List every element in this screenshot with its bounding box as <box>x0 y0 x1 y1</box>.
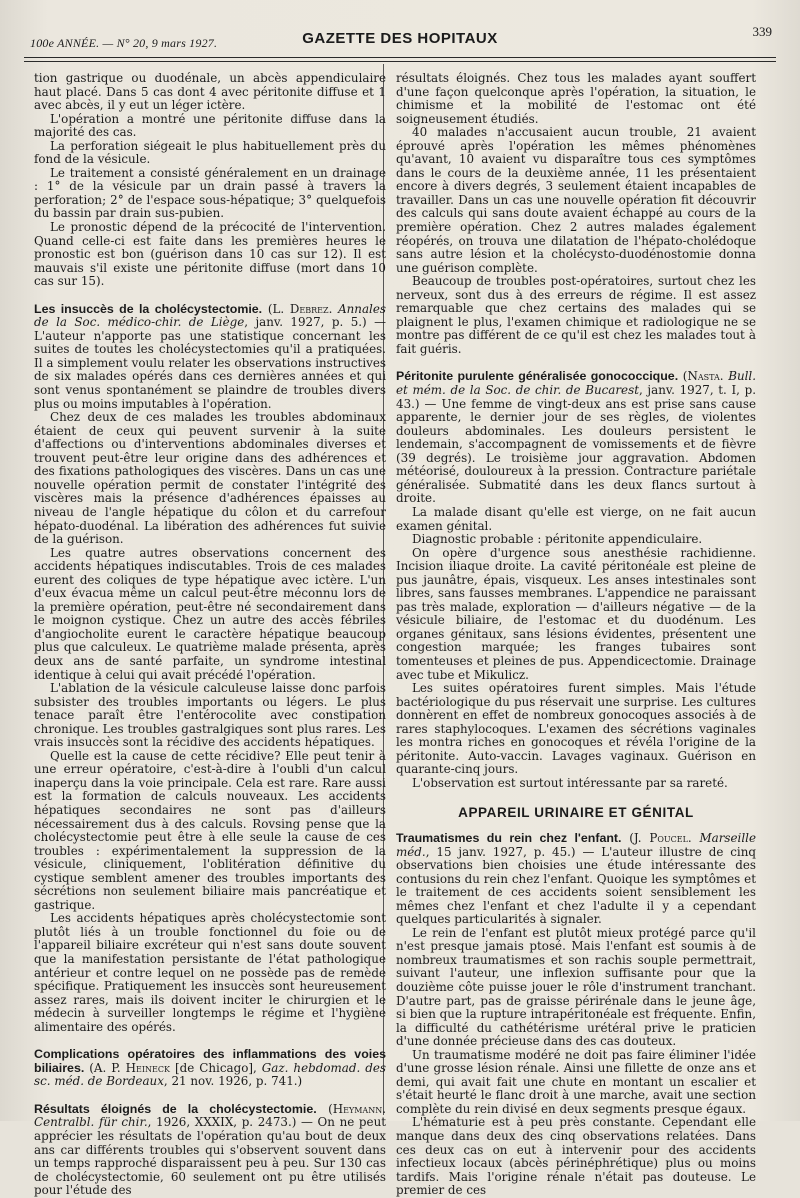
reference-text: (L. <box>262 301 290 316</box>
section-heading: APPAREIL URINAIRE ET GÉNITAL <box>458 805 694 821</box>
paragraph: Le traitement a consisté généralement en un drainage : 1° de la vésicule par un drain passé à travers la perforation; 2° de l'espace sous-hépatique; 3° quelquefois du bassin par drain sus-pubien. <box>34 165 386 221</box>
article-heineck <box>34 1048 386 1089</box>
page-number: 339 <box>752 24 772 39</box>
paragraph: Diagnostic probable : péritonite appendiculaire. <box>412 532 703 547</box>
paragraph: Les quatre autres observations concernent des accidents hépatiques indiscutables. Trois de ces malades eurent des coliques de type hépatique avec ictère. L'un d'eux évacua même un calcul peut-être méconnu lors de la première opération, peut-être né secondairement dans le moignon cystique. Chez un autre des accès fébriles d'angiocholite eurent le caractère hépatique beaucoup plus que calculeux. Le quatrième malade présenta, après deux ans de santé parfaite, un syndrome intestinal identique à celui qui avait précédé l'opération. <box>34 545 386 682</box>
article-title: Complications opératoires des inflammations des voies biliaires. <box>34 1047 386 1075</box>
article-title: Péritonite purulente généralisée gonococcique. <box>396 369 679 384</box>
paragraph: L'hématurie est à peu près constante. Cependant elle manque dans deux des cinq observations relatées. Dans ces deux cas on eut à intervenir pour des accidents infectieux locaux (abcès périnéphrétique) plus ou moins tardifs. Mais l'origine rénale n'était pas douteuse. Le premier de ces <box>396 1115 756 1198</box>
right-column <box>396 72 756 1198</box>
journal-name: Annales de la Soc. médico-chir. de Liège <box>34 301 386 330</box>
author-name: Heymann <box>332 1101 383 1116</box>
article-heymann <box>34 1103 386 1198</box>
article-title: Résultats éloignés de la cholécystectomie. <box>34 1101 317 1116</box>
reference-text: , 21 nov. 1926, p. 741.) <box>163 1074 303 1089</box>
journal-name: Bull. et mém. de la Soc. de chir. de Bucarest <box>396 369 757 398</box>
paragraph: Beaucoup de troubles post-opératoires, surtout chez les nerveux, sont dus à des erreurs de régime. Il est assez remarquable que chez certains des malades qui se plaignent le plus, l'examen chimique et radiologique ne se montre pas différent de ce qu'il est chez les malades tout à fait guéris. <box>396 274 756 356</box>
article-text: , janv. 1927, t. I, p. 43.) — Une femme de vingt-deux ans est prise sans cause apparente, le dernier jour de ses règles, de violentes douleurs abdominales. Les douleurs persistent le lendemain, s'accompagnent de vomissements et de fièvre (39 degrés). Le troisième jour aggravation. Abdomen météorisé, douloureux à la pression. Contracture pariétale généralisée. Submatité dans les deux flancs surtout à droite. <box>396 383 756 506</box>
author-name: Debrez <box>289 301 329 316</box>
article-title: Traumatismes du rein chez l'enfant. <box>396 830 622 845</box>
issue-info: 100e ANNÉE. — N° 20, 9 mars 1927. <box>30 36 218 50</box>
header-rule-bottom <box>24 61 776 62</box>
paragraph: résultats éloignés. Chez tous les malades ayant souffert d'une façon quelconque après l'opération, la situation, le chimisme et la mobilité de l'estomac ont été soigneusement étudiés. <box>396 71 756 126</box>
journal-name: Centralbl. für chir. <box>34 1115 148 1130</box>
reference-text: . <box>328 301 339 316</box>
paragraph: Les accidents hépatiques après cholécystectomie sont plutôt liés à un trouble fonctionnel du foie ou de l'appareil biliaire excréteur qui n'est sans doute souvent que la manifestation persistante de l'état pathologique antérieur et contre lequel on ne possède pas de remède spécifique. Pratiquement les insuccès sont heureusement assez rares, mais ils doivent inciter le chirurgien et le médecin à surveiller longtemps le régime et l'hygiène alimentaire des opérés. <box>34 911 386 1034</box>
article-nasta <box>396 370 756 505</box>
author-name: Poucel <box>649 830 688 845</box>
paragraph: Le rein de l'enfant est plutôt mieux protégé parce qu'il n'est presque jamais ptosé. Mais l'enfant est soumis à de nombreux traumatismes et son rachis souple permettrait, suivant l'auteur, une inflexion suffisante pour que la douzième côte puisse jouer le rôle d'instrument tranchant. D'autre part, pas de graisse périrénale dans le jeune âge, si bien que la rupture intrapéritonéale est fréquente. Enfin, la difficulté du cathétérisme urétéral prive le praticien d'une donnée précieuse dans des cas douteux. <box>396 925 756 1049</box>
reference-text: (J. <box>621 830 650 845</box>
reference-text: . <box>719 369 729 384</box>
left-column <box>34 72 386 1198</box>
paragraph: On opère d'urgence sous anesthésie rachidienne. Incision iliaque droite. La cavité péritonéale est pleine de pus jaunâtre, épais, visqueux. Les anses intestinales sont libres, sans fausses membranes. L'appendice ne paraissant pas très malade, exploration — d'ailleurs négative — de la vésicule biliaire, de l'estomac et du duodénum. Les organes génitaux, sans lésions évidentes, présentent une congestion marquée; les franges tubaires sont tomenteuses et pleines de pus. Appendicectomie. Drainage avec tube et Mikulicz. <box>396 545 756 682</box>
paragraph: L'observation est surtout intéressante par sa rareté. <box>412 775 728 790</box>
article-debrez <box>34 303 386 411</box>
reference-text: . <box>382 1101 386 1116</box>
article-title: Les insuccès de la cholécystectomie. <box>34 301 263 316</box>
header-rule-top <box>24 57 776 58</box>
reference-text: [de Chicago], <box>169 1060 262 1075</box>
journal-name: Gaz. hebdomad. des sc. méd. de Bordeaux <box>34 1060 387 1089</box>
author-name: Nasta <box>687 369 720 384</box>
paragraph: L'ablation de la vésicule calculeuse laisse donc parfois subsister des troubles importants ou légers. Le plus tenace paraît être l'entérocolite avec constipation chronique. Les troubles gastralgiques sont plus rares. Les vrais insuccès sont la récidive des accidents hépatiques. <box>34 681 386 750</box>
journal-name: Marseille méd. <box>396 830 756 859</box>
reference-text: . <box>687 830 700 845</box>
paragraph: Chez deux de ces malades les troubles abdominaux étaient de ceux qui peuvent survenir à la suite d'affections ou d'interventions abdominales diverses et trouvent peut-être leur origine dans des adhérences et des fixations pathologiques des viscères. Dans un cas une nouvelle opération permit de constater l'intégrité des viscères mais la présence d'adhérences épaisses au niveau de l'angle hépatique du côlon et du carrefour hépato-duodénal. La libération des adhérences fut suivie de la guérison. <box>34 410 386 547</box>
reference-text: ( <box>316 1101 333 1116</box>
journal-title: GAZETTE DES HOPITAUX <box>302 30 498 47</box>
paragraph: Quelle est la cause de cette récidive? Elle peut tenir à une erreur opératoire, c'est-à-dire à l'oubli d'un calcul inaperçu dans la voie principale. Cela est rare. Rare aussi est la formation de calculs nouveaux. Les accidents hépatiques secondaires ne sont pas d'ailleurs nécessairement dus à des calculs. Rovsing pense que la cholécystectomie peut être à elle seule la cause de ces troubles : expérimentalement la suppression de la vésicule, cliniquement, l'oblitération définitive du cystique semblent amener des troubles importants des sécrétions non seulement biliaire mais pancréatique et gastrique. <box>34 748 386 912</box>
paragraph: L'opération a montré une péritonite diffuse dans la majorité des cas. <box>34 111 386 140</box>
author-name: Heineck <box>125 1060 170 1075</box>
paragraph: tion gastrique ou duodénale, un abcès appendiculaire haut placé. Dans 5 cas dont 4 avec péritonite diffuse et 1 avec abcès, il y eut un léger ictère. <box>34 71 386 113</box>
paragraph: Les suites opératoires furent simples. Mais l'étude bactériologique du pus réservait une surprise. Les cultures donnèrent en effet de nombreux gonocoques associés à de rares staphylocoques. L'examen des sécrétions vaginales les montra riches en gonocoques et révéla l'origine de la péritonite. Auto-vaccin. Lavages vaginaux. Guérison en quarante-cinq jours. <box>396 681 756 777</box>
page-header <box>0 0 800 64</box>
paragraph: La malade disant qu'elle est vierge, on ne fait aucun examen génital. <box>396 504 756 533</box>
reference-text: (A. P. <box>84 1060 126 1075</box>
paragraph: La perforation siégeait le plus habituellement près du fond de la vésicule. <box>34 138 386 167</box>
reference-text: ( <box>678 369 688 384</box>
article-text: , janv. 1927, p. 5.) — L'auteur n'apporte pas une statistique concernant les suites de toutes les cholécystectomies qu'il a pratiquées. Il a simplement voulu relater les observations instructives de six malades opérés dans ces dernières années et qui sont venus spontanément se plaindre de troubles divers plus ou moins imputables à l'opération. <box>34 315 386 411</box>
article-text: , 1926, XXXIX, p. 2473.) — On ne peut apprécier les résultats de l'opération qu'au bout de deux ans car différents troubles qui s'observent souvent dans un temps rapproché disparaissent peu à peu. Sur 130 cas de cholécystectomie, 60 seulement ont pu être utilisés pour l'étude des <box>34 1115 387 1198</box>
article-text: , 15 janv. 1927, p. 45.) — L'auteur illustre de cinq observations bien choisies une étude intéressante des contusions du rein chez l'enfant. Quoique les symptômes et le traitement de ces accidents soient sensiblement les mêmes chez l'enfant et chez l'adulte il y a cependant quelques particularités à signaler. <box>396 844 756 927</box>
paragraph: 40 malades n'accusaient aucun trouble, 21 avaient éprouvé après l'opération les mêmes phénomènes qu'avant, 10 avaient vu disparaître tous ces symptômes dans le cours de la deuxième année, 11 les présentaient encore à divers degrés, 3 seulement étaient incapables de travailler. Dans un cas une nouvelle opération fit découvrir des calculs qui sans doute avaient échappé au cours de la première opération. Chez 2 autres malades également réopérés, on trouva une dilatation de l'hépato-cholédoque sans autre lésion et la cholécysto-duodénostomie donna une guérison complète. <box>396 125 756 275</box>
article-poucel <box>396 832 756 927</box>
paragraph: Un traumatisme modéré ne doit pas faire éliminer l'idée d'une grosse lésion rénale. Ainsi une fillette de onze ans et demi, qui avait fait une chute en montant un escalier et s'était heurté le flanc droit à une marche, avait une section complète du rein divisé en deux segments presque égaux. <box>396 1047 756 1116</box>
paragraph: Le pronostic dépend de la précocité de l'intervention. Quand celle-ci est faite dans les premières heures le pronostic est bon (guérison dans 10 cas sur 12). Il est mauvais s'il existe une péritonite diffuse (mort dans 10 cas sur 15). <box>34 220 386 289</box>
